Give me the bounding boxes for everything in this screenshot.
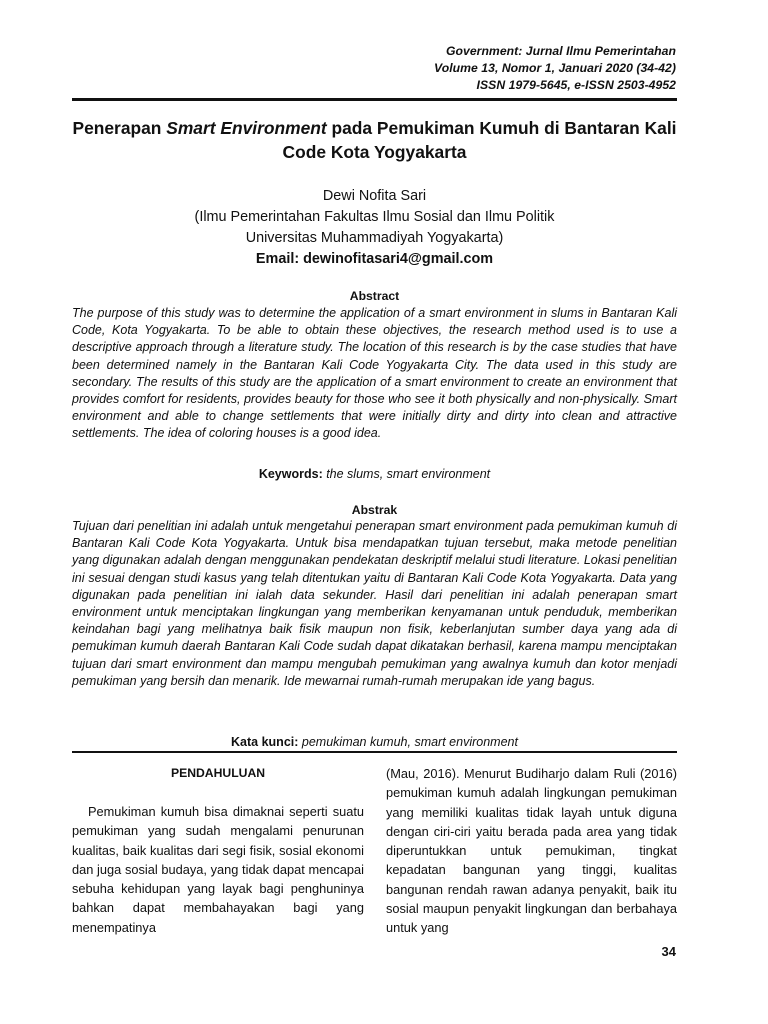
abstract-text: The purpose of this study was to determine the application of a smart environment in slums in Bantaran Kali Code, Kota Yogyakarta. To be able to obtain these objectives, the research method used is to use a descriptive approach through a literature study. The location of this research is by the case studies that have been determined namely in the Bantaran Kali Code Yogyakarta City. The data used in this study are secondary. The results of this study are the application of a smart environment to create an environment that provides comfort for residents, provides beauty for those who see it both physically and non-physically. Smart environment and able to change settlements that were initially dirty and dirty into clean and attractive settlements. The idea of coloring houses is a good idea.	[72, 306, 677, 441]
author-block	[72, 186, 677, 270]
kata-kunci-value: pemukiman kumuh, smart environment	[298, 735, 518, 749]
body-column-left	[72, 764, 364, 937]
author-email: Email: dewinofitasari4@gmail.com	[255, 251, 494, 267]
abstract-rule	[72, 751, 677, 753]
body-column-right	[386, 764, 677, 938]
title-part-1: Penerapan	[72, 118, 167, 138]
journal-issn: ISSN 1979-5645, e-ISSN 2503-4952	[476, 78, 676, 93]
keywords-value: the slums, smart environment	[322, 467, 491, 481]
title-part-2-italic: Smart Environment	[166, 118, 327, 138]
page-number: 34	[661, 944, 676, 959]
title-part-3: pada Pemukiman Kumuh di Bantaran Kali Code Kota Yogyakarta	[282, 118, 677, 162]
keywords	[72, 466, 677, 482]
body-paragraph-left: Pemukiman kumuh bisa dimaknai seperti suatu pemukiman yang sudah mengalami penurunan kualitas, baik kualitas dari segi fisik, sosial ekonomi dan juga sosial budaya, yang tidak dapat mencapai sebuha kehidupan yang layak bagi penghuninya bahkan dapat membahayakan bagi yang menempatinya	[72, 804, 364, 935]
author-name: Dewi Nofita Sari	[322, 188, 427, 204]
header-rule	[72, 98, 677, 101]
kata-kunci-label: Kata kunci:	[231, 735, 299, 749]
kata-kunci	[72, 734, 677, 750]
section-heading-pendahuluan: PENDAHULUAN	[170, 766, 266, 780]
abstrak-heading: Abstrak	[351, 503, 398, 517]
abstrak-text: Tujuan dari penelitian ini adalah untuk mengetahui penerapan smart environment pada pemukiman kumuh di Bantaran Kali Code Kota Yogyakarta. Untuk bisa mendapatkan tujuan tersebut, maka metode penelitian yang digunakan adalah dengan menggunakan pendekatan deskriptif melalui studi literature. Lokasi penelitian ini sesuai dengan studi kasus yang telah ditentukan yaitu di Bantaran Kali Code Kota Yogyakarta. Data yang digunakan pada penelitian ini ialah data sekunder. Hasil dari penelitian ini adalah penerapan smart environment untuk menciptakan lingkungan yang memberikan kenyamanan untuk penduduk, memberikan keindahan bagi yang melihatnya baik fisik maupun non fisik, keberlanjutan sumber daya yang ada di pemukiman kumuh daerah Bantaran Kali Code sudah dapat dikatakan berhasil, karena mampu menciptakan tujuan dari smart environment dan mampu mengubah pemukiman yang awalnya kumuh dan kotor menjadi pemukiman yang bersih dan menarik. Ide mewarnai rumah-rumah merupakan ide yang bagus.	[72, 519, 677, 688]
author-affiliation-1: (Ilmu Pemerintahan Fakultas Ilmu Sosial dan Ilmu Politik	[194, 209, 555, 225]
author-affiliation-2: Universitas Muhammadiyah Yogyakarta)	[245, 230, 504, 246]
keywords-label: Keywords:	[258, 467, 323, 481]
journal-header	[156, 43, 676, 95]
journal-volume: Volume 13, Nomor 1, Januari 2020 (34-42)	[433, 61, 676, 76]
abstract-heading: Abstract	[349, 289, 400, 303]
journal-name: Government: Jurnal Ilmu Pemerintahan	[445, 44, 676, 58]
body-paragraph-right: (Mau, 2016). Menurut Budiharjo dalam Ruli (2016) pemukiman kumuh adalah lingkungan pemukiman yang memiliki kualitas tidak layah untuk diguna dengan ciri-ciri yaitu berada pada area yang tidak diperuntukkan untuk pemukiman, tingkat kepadatan bangunan yang tinggi, kualitas bangunan rendah rawan adanya penyakit, baik itu sosial maupun penyakit lingkungan dan berbahaya untuk yang	[386, 766, 677, 936]
paper-title	[72, 116, 677, 164]
